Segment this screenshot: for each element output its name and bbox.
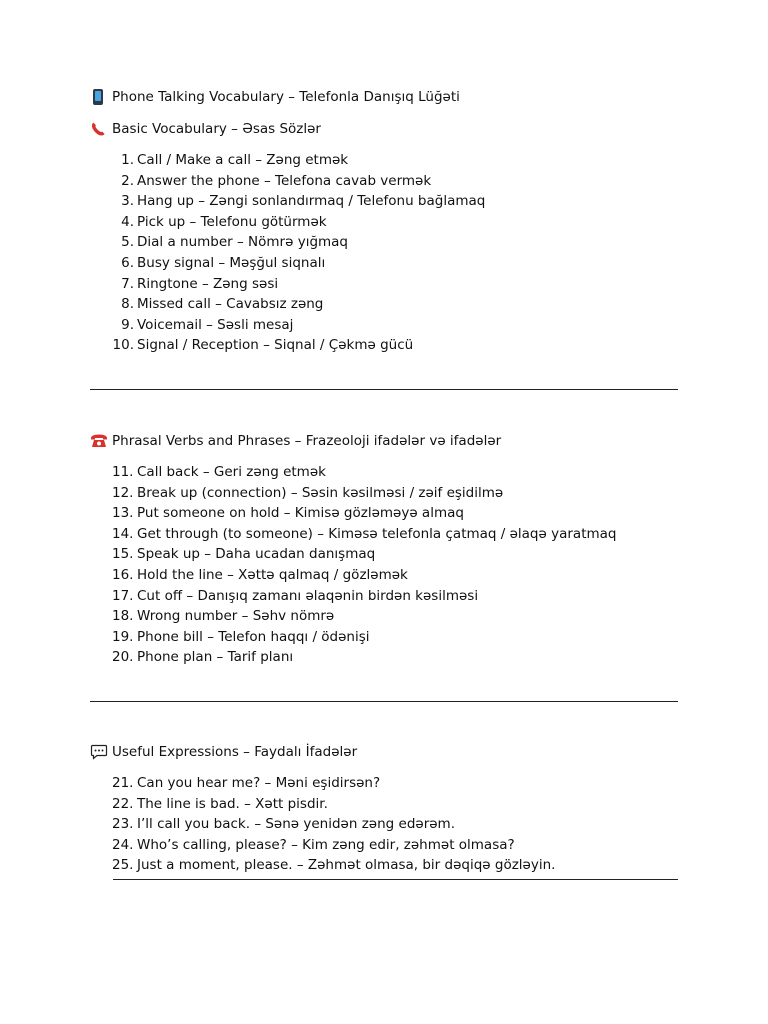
list-item bbox=[112, 855, 555, 876]
list-item bbox=[112, 773, 555, 794]
useful-expressions-list bbox=[112, 773, 555, 876]
list-item bbox=[112, 212, 485, 233]
mobile-phone-icon bbox=[90, 89, 106, 105]
list-item bbox=[112, 294, 485, 315]
item-number: 25. bbox=[112, 857, 134, 874]
list-item bbox=[112, 627, 616, 648]
item-number: 9. bbox=[121, 316, 134, 333]
list-item bbox=[112, 462, 616, 483]
list-item bbox=[112, 606, 616, 627]
list-item bbox=[112, 503, 616, 524]
item-number: 19. bbox=[112, 628, 134, 645]
basic-vocabulary-list bbox=[112, 150, 485, 356]
telephone-receiver-icon bbox=[90, 121, 106, 137]
list-item bbox=[112, 524, 616, 545]
item-number: 12. bbox=[112, 484, 134, 501]
item-number: 4. bbox=[121, 213, 134, 230]
item-text: I’ll call you back. – Sənə yenidən zəng edərəm. bbox=[137, 816, 455, 833]
item-text: Ringtone – Zəng səsi bbox=[137, 275, 279, 292]
list-item bbox=[112, 274, 485, 295]
item-text: Put someone on hold – Kimisə gözləməyə almaq bbox=[137, 505, 464, 522]
item-text: Busy signal – Məşğul siqnalı bbox=[137, 254, 326, 271]
section-divider bbox=[90, 701, 678, 702]
section-heading-useful-expressions bbox=[90, 743, 357, 761]
item-text: Signal / Reception – Siqnal / Çəkmə gücü bbox=[137, 337, 414, 354]
item-number: 17. bbox=[112, 587, 134, 604]
item-number: 18. bbox=[112, 608, 134, 625]
list-item bbox=[112, 794, 555, 815]
item-number: 1. bbox=[121, 152, 134, 168]
item-number: 7. bbox=[121, 275, 134, 292]
list-item bbox=[112, 814, 555, 835]
item-number: 10. bbox=[112, 337, 134, 354]
item-number: 11. bbox=[112, 464, 134, 480]
item-number: 8. bbox=[121, 296, 134, 313]
item-number: 23. bbox=[112, 816, 134, 833]
list-item bbox=[112, 586, 616, 607]
list-item bbox=[112, 171, 485, 192]
item-number: 5. bbox=[121, 234, 134, 251]
list-item bbox=[112, 647, 616, 668]
list-end-divider bbox=[113, 879, 678, 880]
speech-bubble-icon bbox=[90, 744, 106, 760]
item-text: Hold the line – Xəttə qalmaq / gözləmək bbox=[137, 566, 408, 583]
document-title-text: Phone Talking Vocabulary – Telefonla Danışıq Lüğəti bbox=[112, 89, 460, 105]
item-text: Missed call – Cavabsız zəng bbox=[137, 296, 324, 313]
list-item bbox=[112, 835, 555, 856]
list-item bbox=[112, 150, 485, 171]
telephone-icon bbox=[90, 433, 106, 449]
item-text: Pick up – Telefonu götürmək bbox=[137, 213, 327, 230]
item-text: The line is bad. – Xətt pisdir. bbox=[137, 795, 328, 812]
section-heading-phrasal-verbs bbox=[90, 432, 501, 450]
list-item bbox=[112, 253, 485, 274]
item-number: 6. bbox=[121, 254, 134, 271]
list-item bbox=[112, 483, 616, 504]
item-text: Who’s calling, please? – Kim zəng edir, zəhmət olmasa? bbox=[137, 836, 515, 853]
item-number: 15. bbox=[112, 546, 134, 563]
list-item bbox=[112, 565, 616, 586]
item-text: Voicemail – Səsli mesaj bbox=[137, 316, 294, 333]
item-text: Get through (to someone) – Kiməsə telefonla çatmaq / əlaqə yaratmaq bbox=[137, 525, 617, 542]
item-text: Just a moment, please. – Zəhmət olmasa, bir dəqiqə gözləyin. bbox=[137, 857, 556, 874]
item-number: 16. bbox=[112, 566, 134, 583]
item-text: Answer the phone – Telefona cavab vermək bbox=[137, 172, 432, 189]
item-number: 21. bbox=[112, 775, 134, 791]
item-text: Speak up – Daha ucadan danışmaq bbox=[137, 546, 376, 563]
list-item bbox=[112, 315, 485, 336]
item-number: 22. bbox=[112, 795, 134, 812]
list-item bbox=[112, 335, 485, 356]
item-text: Hang up – Zəngi sonlandırmaq / Telefonu bağlamaq bbox=[137, 193, 486, 210]
item-text: Break up (connection) – Səsin kəsilməsi / zəif eşidilmə bbox=[137, 484, 504, 501]
item-number: 3. bbox=[121, 193, 134, 210]
section-heading-basic-vocabulary bbox=[90, 120, 321, 138]
item-text: Cut off – Danışıq zamanı əlaqənin birdən kəsilməsi bbox=[137, 587, 479, 604]
item-text: Phone bill – Telefon haqqı / ödənişi bbox=[137, 628, 370, 645]
section-heading-text: Phrasal Verbs and Phrases – Frazeoloji ifadələr və ifadələr bbox=[112, 433, 502, 449]
document-title bbox=[90, 88, 460, 106]
item-text: Call back – Geri zəng etmək bbox=[137, 464, 326, 480]
item-number: 24. bbox=[112, 836, 134, 853]
item-number: 13. bbox=[112, 505, 134, 522]
item-text: Dial a number – Nömrə yığmaq bbox=[137, 234, 349, 251]
item-text: Phone plan – Tarif planı bbox=[137, 649, 294, 666]
item-text: Can you hear me? – Məni eşidirsən? bbox=[137, 775, 381, 791]
section-divider bbox=[90, 389, 678, 390]
section-heading-text: Useful Expressions – Faydalı İfadələr bbox=[112, 744, 358, 760]
item-number: 14. bbox=[112, 525, 134, 542]
list-item bbox=[112, 191, 485, 212]
list-item bbox=[112, 232, 485, 253]
section-heading-text: Basic Vocabulary – Əsas Sözlər bbox=[112, 121, 321, 137]
phrasal-verbs-list bbox=[112, 462, 616, 668]
item-number: 2. bbox=[121, 172, 134, 189]
list-item bbox=[112, 544, 616, 565]
item-text: Call / Make a call – Zəng etmək bbox=[137, 152, 349, 168]
item-text: Wrong number – Səhv nömrə bbox=[137, 608, 335, 625]
item-number: 20. bbox=[112, 649, 134, 666]
